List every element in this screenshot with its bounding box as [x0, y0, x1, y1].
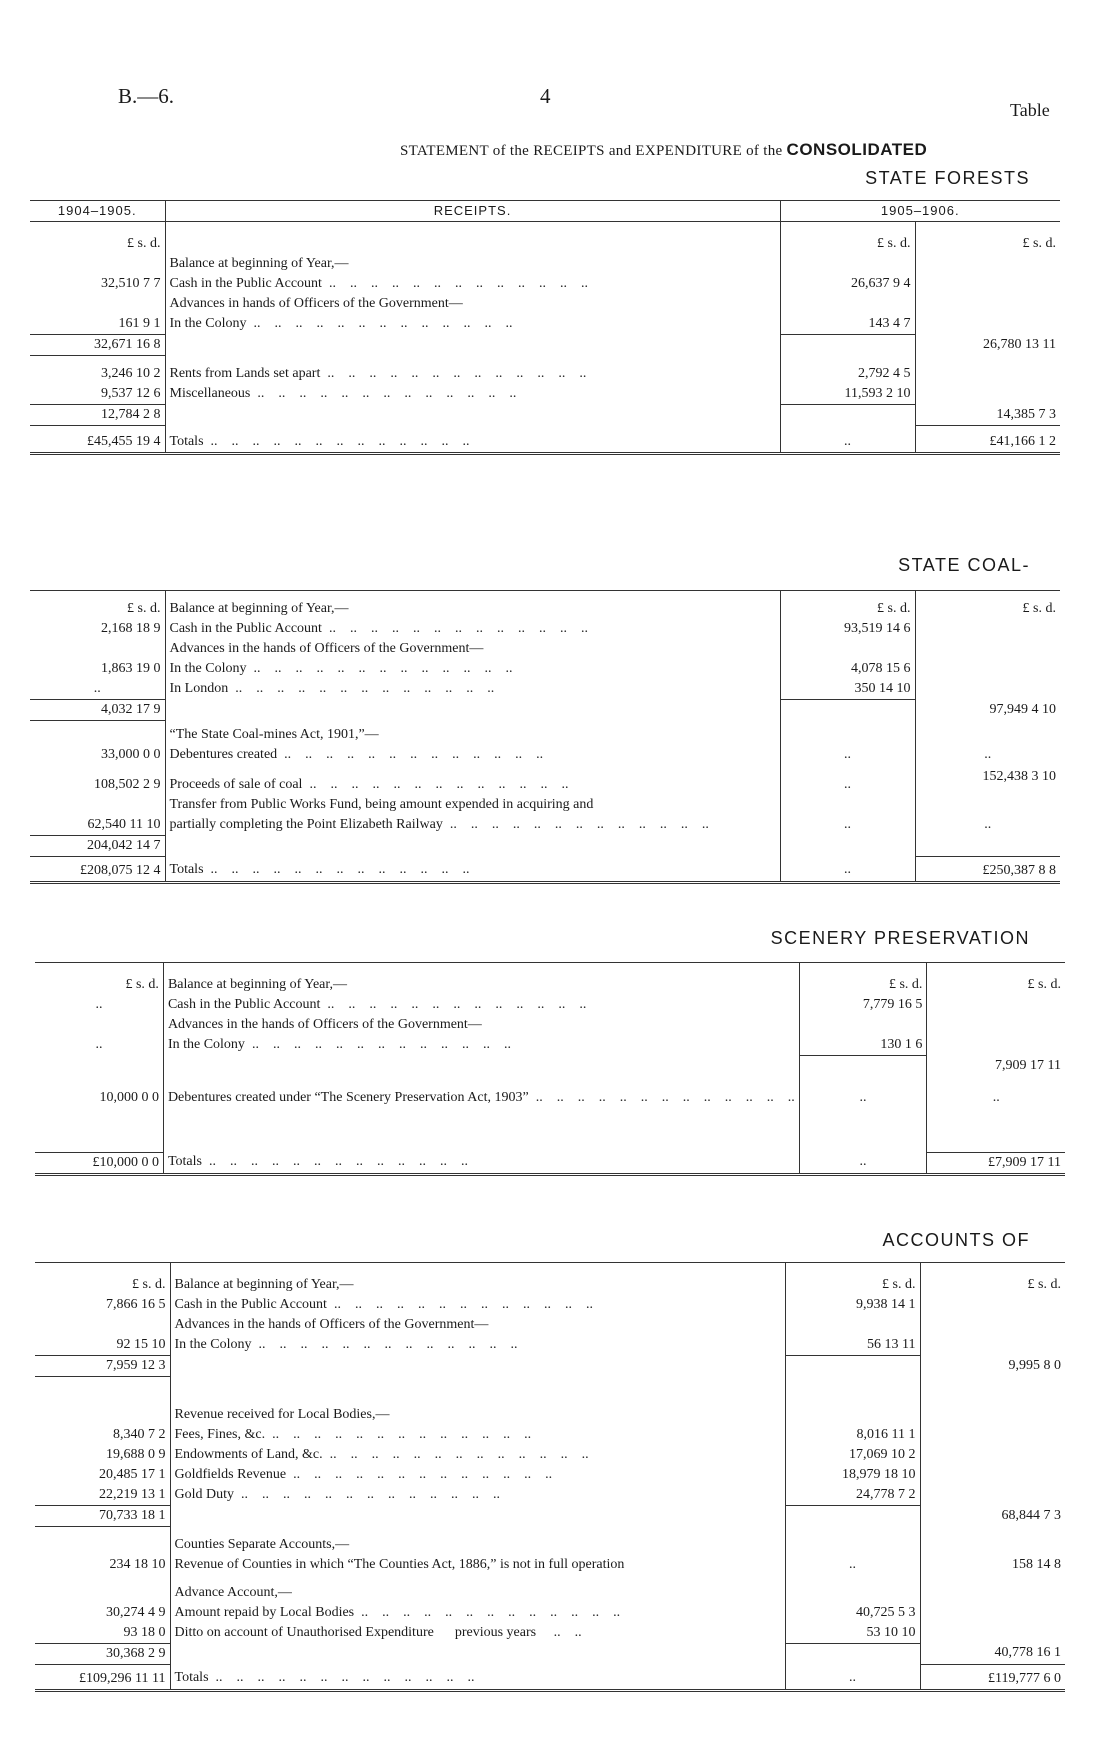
table-label: Table [1010, 100, 1050, 120]
lsd-label: £ s. d. [1022, 236, 1056, 251]
curr-subtotal: 26,780 13 11 [983, 336, 1056, 352]
totals-label: Totals .. [165, 856, 780, 882]
curr-cash: 93,519 14 6 [780, 619, 915, 639]
prev-colony: 161 9 1 [30, 314, 165, 335]
prev-debentures: 33,000 0 0 [30, 745, 165, 765]
prev-subtotal: 30,368 2 9 [35, 1643, 170, 1664]
prev-colony: 92 15 10 [35, 1335, 170, 1356]
prev-debentures: 10,000 0 0 [35, 1076, 163, 1108]
colony-label: In the Colony .. [163, 1035, 799, 1056]
curr-debentures-total: .. [984, 746, 992, 762]
curr-proceeds-total: 152,438 3 10 [982, 768, 1056, 784]
curr-proceeds: .. [780, 765, 915, 795]
counties-revenue-label: Revenue of Counties in which “The Counties Act, 1886,” is not in full operation [170, 1555, 785, 1575]
forests-table: 1904–1905. RECEIPTS. 1905–1906. £ s. d. £ s. d. £ s. d. Balance at beginning of Year,— 32,510 7 7 Cash in the Public Account .. 26,637 9 4 Advances in hands of Officers of the Government— 161 9 1 In the Colony .. 143 4 7 32,671 16 8 26,780 13 11 3,246 10 2 Rents from Lands set apart .. 2,792 4 5 9,537 12 6 Miscellaneous .. 11,593 2 10 12,784 2 8 14,385 7 3 £45,455 19 4 Totals .. .. £41,166 1 2 [30, 200, 1060, 455]
curr-total-mid: .. [785, 1664, 920, 1690]
prev-total: £208,075 12 4 [30, 856, 165, 882]
ditto-prefix: Ditto on account of Unauthorised Expenditure [174, 1624, 434, 1640]
debentures-label: Debentures created under “The Scenery Preservation Act, 1903” .. [163, 1076, 799, 1108]
lsd-label: £ s. d. [785, 1263, 920, 1296]
prev-subtotal: 204,042 14 7 [30, 835, 165, 856]
goldfields-label: Goldfields Revenue .. [170, 1465, 785, 1485]
curr-fees: 8,016 11 1 [785, 1425, 920, 1445]
curr-total-mid: .. [780, 856, 915, 882]
prev-counties: 234 18 10 [35, 1555, 170, 1575]
statement-title [400, 140, 927, 160]
lsd-label: £ s. d. [1022, 601, 1056, 616]
curr-cash: 9,938 14 1 [785, 1295, 920, 1315]
colony-label: In the Colony .. [165, 314, 780, 335]
totals-label: Totals .. [163, 1152, 799, 1174]
curr-subtotal: 7,909 17 11 [995, 1057, 1061, 1073]
lsd-label: £ s. d. [30, 591, 165, 620]
prev-ditto: 93 18 0 [35, 1623, 170, 1644]
prev-subtotal: 7,959 12 3 [35, 1356, 170, 1377]
page-number: 4 [540, 84, 551, 108]
prev-misc: 9,537 12 6 [30, 384, 165, 405]
curr-london: 350 14 10 [780, 679, 915, 700]
curr-colony: 56 13 11 [785, 1335, 920, 1356]
curr-rents: 2,792 4 5 [780, 356, 915, 385]
cash-label: Cash in the Public Account .. [165, 619, 780, 639]
lsd-label: £ s. d. [35, 1263, 170, 1296]
curr-cash: 7,779 16 5 [799, 995, 927, 1015]
curr-ditto: 53 10 10 [785, 1623, 920, 1644]
advance-heading: Advance Account,— [170, 1575, 785, 1603]
curr-total-mid: .. [799, 1152, 927, 1174]
curr-colony: 143 4 7 [780, 314, 915, 335]
transfer-label: Transfer from Public Works Fund, being amount expended in acquiring and [165, 795, 780, 815]
prev-cash: 7,866 16 5 [35, 1295, 170, 1315]
prev-endowments: 19,688 0 9 [35, 1445, 170, 1465]
lsd-label: £ s. d. [1027, 977, 1061, 992]
prev-fees: 8,340 7 2 [35, 1425, 170, 1445]
balance-heading: Balance at beginning of Year,— [170, 1263, 785, 1296]
curr-cash: 26,637 9 4 [780, 274, 915, 294]
lsd-label: £ s. d. [780, 222, 915, 255]
statement-prefix: STATEMENT of the RECEIPTS and EXPENDITURE of the [400, 143, 783, 159]
curr-debentures-total: .. [992, 1089, 1000, 1105]
revenue-heading: Revenue received for Local Bodies,— [170, 1405, 785, 1425]
curr-subtotal: 14,385 7 3 [996, 406, 1056, 422]
prev-total: £109,296 11 11 [35, 1664, 170, 1690]
prev-cash: 32,510 7 7 [30, 274, 165, 294]
prev-subtotal: 4,032 17 9 [30, 700, 165, 721]
totals-label: Totals .. [170, 1664, 785, 1690]
curr-subtotal: 97,949 4 10 [989, 701, 1056, 717]
ditto-label: Ditto on account of Unauthorised Expenditure previous years .. .. [170, 1623, 785, 1644]
curr-endowments: 17,069 10 2 [785, 1445, 920, 1465]
curr-misc: 11,593 2 10 [780, 384, 915, 405]
curr-total: £119,777 6 0 [920, 1664, 1065, 1690]
proceeds-label: Proceeds of sale of coal .. [165, 765, 780, 795]
curr-subtotal: 40,778 16 1 [994, 1645, 1061, 1660]
page-id: B.—6. [118, 84, 175, 108]
prev-subtotal: 12,784 2 8 [30, 405, 165, 426]
prev-colony: .. [35, 1035, 163, 1056]
curr-year-header: 1905–1906. [780, 201, 1060, 222]
curr-total: £7,909 17 11 [927, 1152, 1065, 1174]
section-title-forests: STATE FORESTS [865, 168, 1030, 188]
lsd-label: £ s. d. [799, 963, 927, 996]
colony-label: In the Colony .. [170, 1335, 785, 1356]
curr-counties: .. [785, 1555, 920, 1575]
curr-transfer-total: .. [984, 816, 992, 832]
balance-heading: Balance at beginning of Year,— [163, 963, 799, 996]
gold-duty-label: Gold Duty .. [170, 1485, 785, 1506]
prev-proceeds: 108,502 2 9 [30, 765, 165, 795]
balance-heading: Balance at beginning of Year,— [165, 254, 780, 274]
lsd-label: £ s. d. [35, 963, 163, 996]
prev-colony: 1,863 19 0 [30, 659, 165, 679]
debentures-label: Debentures created .. [165, 745, 780, 765]
curr-debentures: .. [780, 745, 915, 765]
curr-repaid: 40,725 5 3 [785, 1603, 920, 1623]
prev-subtotal: 70,733 18 1 [35, 1506, 170, 1527]
curr-transfer: .. [780, 815, 915, 836]
prev-goldfields: 20,485 17 1 [35, 1465, 170, 1485]
prev-cash: .. [35, 995, 163, 1015]
scenery-table [35, 962, 1065, 1176]
prev-rents: 3,246 10 2 [30, 356, 165, 385]
section-title-accounts: ACCOUNTS OF [882, 1230, 1030, 1250]
cash-label: Cash in the Public Account .. [165, 274, 780, 294]
prev-gold-duty: 22,219 13 1 [35, 1485, 170, 1506]
curr-debentures: .. [799, 1076, 927, 1108]
prev-london: .. [30, 679, 165, 700]
act-heading: “The State Coal-mines Act, 1901,”— [165, 721, 780, 745]
curr-counties-total: 158 14 8 [1012, 1556, 1061, 1572]
lsd-label: £ s. d. [30, 222, 165, 255]
rents-label: Rents from Lands set apart .. [165, 356, 780, 385]
colony-label: In the Colony .. [165, 659, 780, 679]
receipts-header: RECEIPTS. [165, 201, 780, 222]
curr-colony: 130 1 6 [799, 1035, 927, 1056]
advances-label: Advances in the hands of Officers of the Government— [165, 639, 780, 659]
prev-year-header: 1904–1905. [30, 201, 165, 222]
curr-subtotal: 9,995 8 0 [1008, 1357, 1061, 1373]
advances-label: Advances in hands of Officers of the Government— [165, 294, 780, 314]
prev-cash: 2,168 18 9 [30, 619, 165, 639]
advances-label: Advances in the hands of Officers of the Government— [163, 1015, 799, 1035]
london-label: In London .. [165, 679, 780, 700]
accounts-table [35, 1262, 1065, 1692]
cash-label: Cash in the Public Account .. [170, 1295, 785, 1315]
curr-subtotal: 68,844 7 3 [1001, 1507, 1061, 1523]
statement-bold: CONSOLIDATED [786, 140, 928, 159]
advances-label: Advances in the hands of Officers of the Government— [170, 1315, 785, 1335]
fees-label: Fees, Fines, &c. .. [170, 1425, 785, 1445]
curr-total: £41,166 1 2 [915, 426, 1060, 454]
curr-gold-duty: 24,778 7 2 [785, 1485, 920, 1506]
prev-subtotal: 32,671 16 8 [30, 335, 165, 356]
transfer-label-2: partially completing the Point Elizabeth Railway .. [165, 815, 780, 836]
section-title-scenery: SCENERY PRESERVATION [770, 928, 1030, 948]
counties-heading: Counties Separate Accounts,— [170, 1527, 785, 1555]
prev-transfer: 62,540 11 10 [30, 815, 165, 836]
section-title-coal: STATE COAL- [898, 555, 1030, 575]
balance-heading: Balance at beginning of Year,— [165, 591, 780, 620]
prev-total: £10,000 0 0 [35, 1152, 163, 1174]
lsd-label: £ s. d. [780, 591, 915, 620]
prev-repaid: 30,274 4 9 [35, 1603, 170, 1623]
misc-label: Miscellaneous .. [165, 384, 780, 405]
ditto-suffix: previous years [454, 1624, 537, 1640]
endowments-label: Endowments of Land, &c. .. [170, 1445, 785, 1465]
repaid-label: Amount repaid by Local Bodies .. [170, 1603, 785, 1623]
lsd-label: £ s. d. [1027, 1277, 1061, 1292]
cash-label: Cash in the Public Account .. [163, 995, 799, 1015]
curr-total: £250,387 8 8 [915, 856, 1060, 882]
prev-total: £45,455 19 4 [30, 426, 165, 454]
curr-goldfields: 18,979 18 10 [785, 1465, 920, 1485]
curr-colony: 4,078 15 6 [780, 659, 915, 679]
coal-table [30, 590, 1060, 884]
totals-label: Totals .. [165, 426, 780, 454]
